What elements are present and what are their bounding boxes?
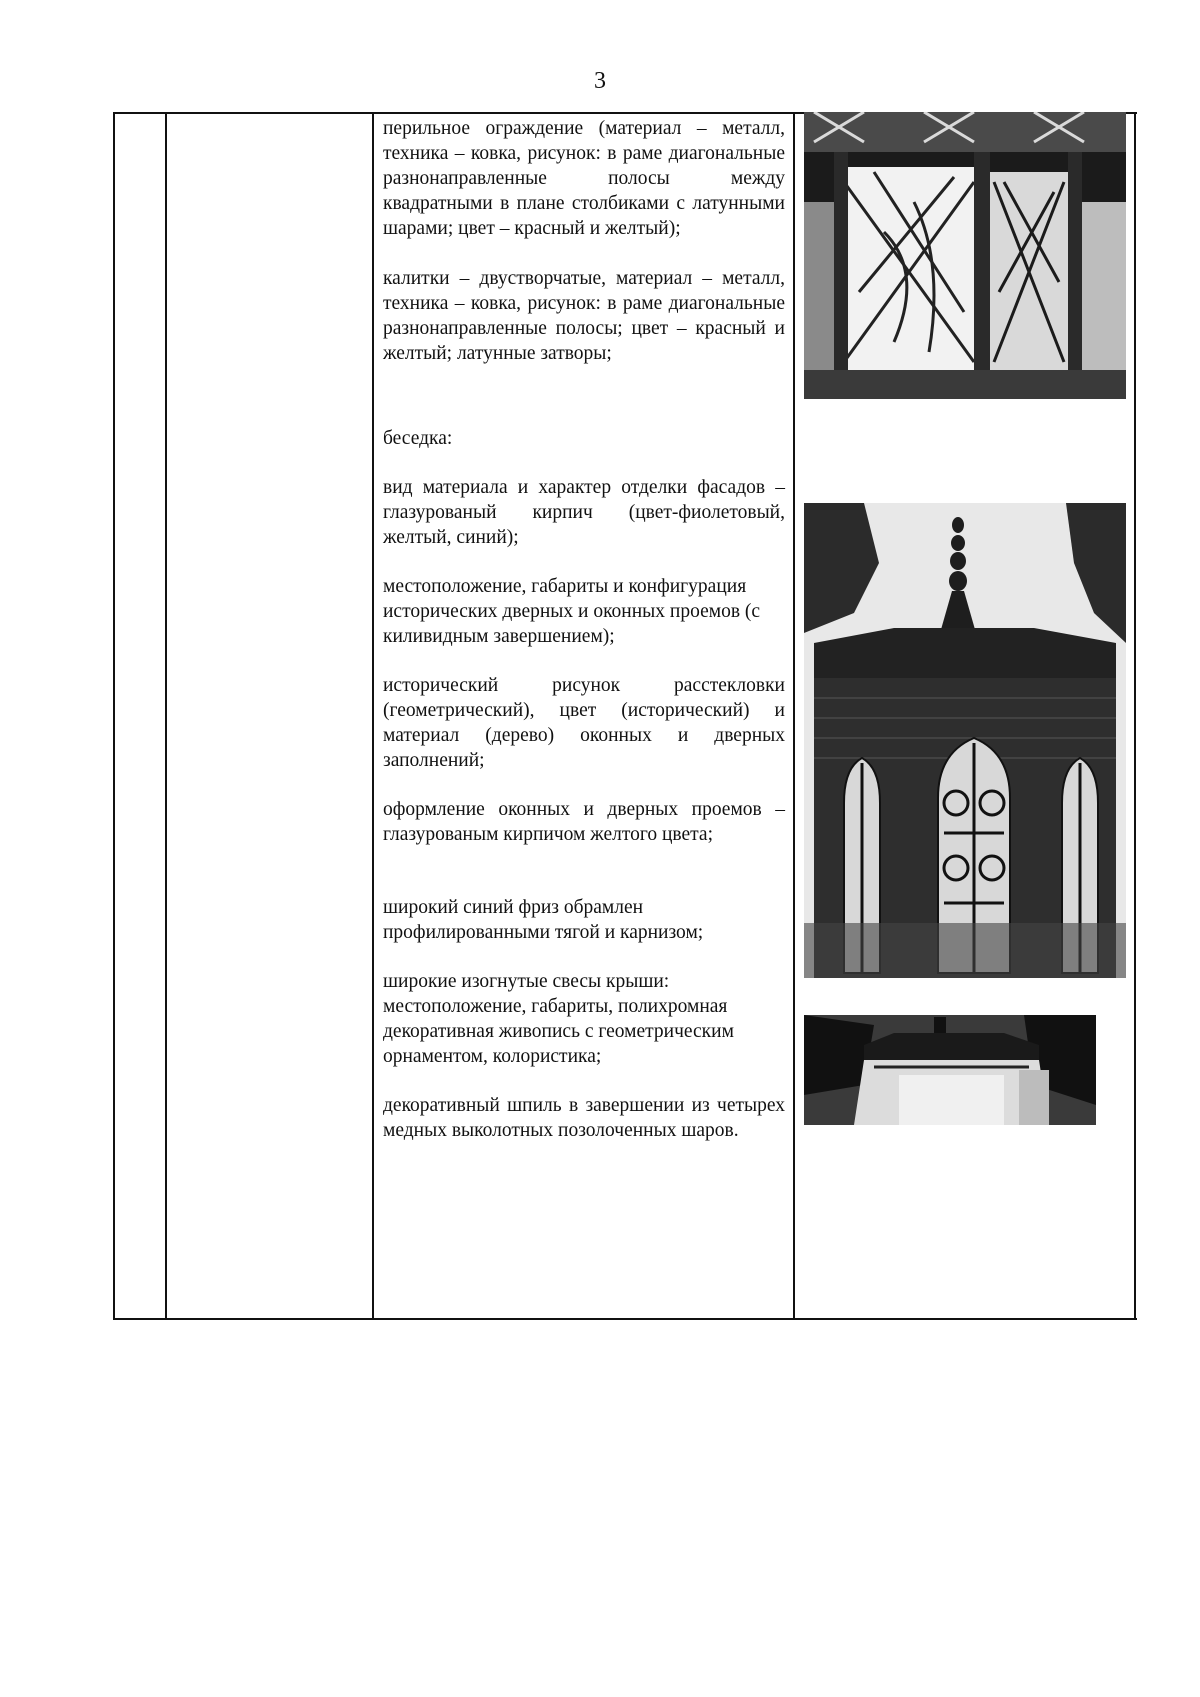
table-left-border <box>113 112 115 1320</box>
description-cell <box>383 112 785 1143</box>
paragraph-frieze: широкий синий фриз обрамлен профилированными тягой и карнизом; <box>383 897 704 943</box>
paragraph-roof-eaves: широкие изогнутые свесы крыши: местоположение, габариты, полихромная декоративная живопись с геометрическим орнаментом, колористика; <box>383 971 734 1067</box>
table-bottom-border <box>113 1318 1137 1320</box>
table-column-divider-3 <box>793 112 795 1320</box>
roof-eaves-photo <box>804 1015 1096 1125</box>
paragraph-opening-trim: оформление оконных и дверных проемов – глазурованым кирпичом желтого цвета; <box>383 799 785 845</box>
gazebo-photo <box>804 503 1126 978</box>
table-column-divider-2 <box>372 112 374 1320</box>
paragraph-gazebo-heading: беседка: <box>383 428 453 449</box>
paragraph-railing: перильное ограждение (материал – металл, техника – ковка, рисунок: в раме диагональные разнонаправленные полосы между квадратными в плане столбиками с латунными шарами; цвет – красный и желтый); <box>383 118 785 239</box>
paragraph-spire: декоративный шпиль в завершении из четырех медных выколотных позолоченных шаров. <box>383 1095 785 1141</box>
table-column-divider-1 <box>165 112 167 1320</box>
page-number: 3 <box>594 68 606 94</box>
paragraph-openings: местоположение, габариты и конфигурация исторических дверных и оконных проемов (с киливидным завершением); <box>383 576 761 647</box>
paragraph-gates: калитки – двустворчатые, материал – металл, техника – ковка, рисунок: в раме диагональные разнонаправленные полосы; цвет – красный и желтый; латунные затворы; <box>383 268 785 364</box>
railing-photo <box>804 112 1126 399</box>
table-right-border <box>1134 112 1136 1320</box>
paragraph-glazing: исторический рисунок расстекловки (геометрический), цвет (исторический) и материал (дерево) оконных и дверных заполнений; <box>383 675 785 771</box>
paragraph-facade-material: вид материала и характер отделки фасадов – глазурованый кирпич (цвет-фиолетовый, желтый, синий); <box>383 477 785 548</box>
